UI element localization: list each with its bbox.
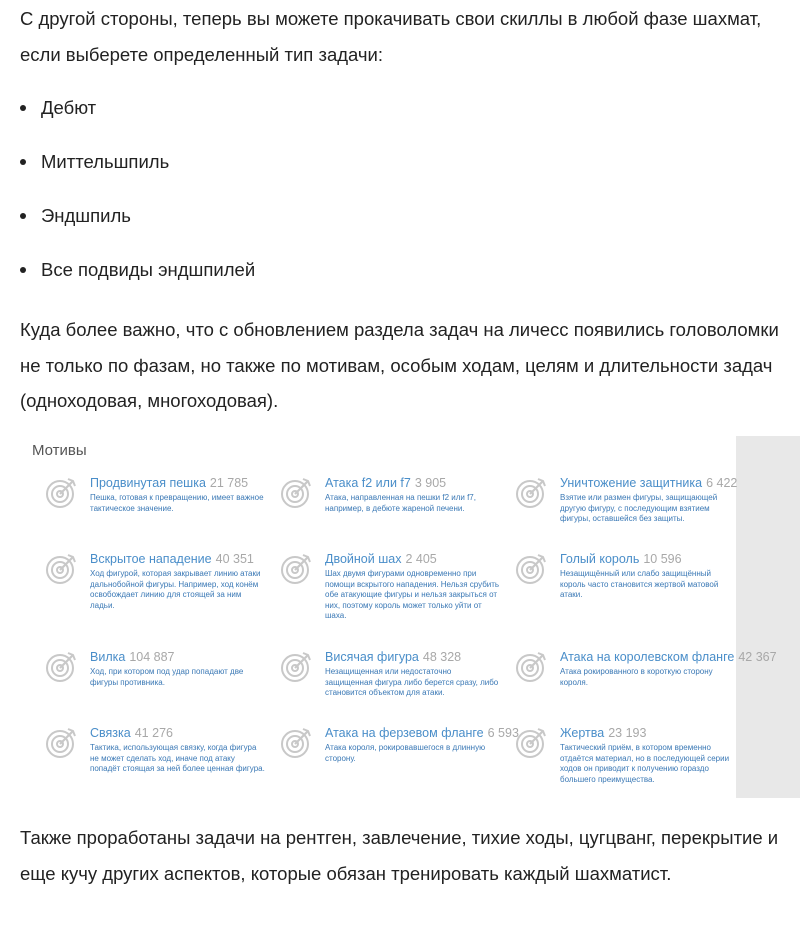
motif-title-text: Атака на королевском фланге [560, 650, 735, 664]
target-arrow-icon [44, 726, 78, 760]
motif-title[interactable] [560, 552, 682, 567]
motif-title[interactable] [560, 650, 777, 665]
motif-title-text: Жертва [560, 726, 605, 740]
target-arrow-icon [279, 552, 313, 586]
list-item-label: Дебют [41, 97, 97, 118]
motif-title-text: Уничтожение защитника [560, 476, 703, 490]
motif-title[interactable] [90, 476, 248, 491]
target-arrow-icon [514, 476, 548, 510]
motif-description: Шах двумя фигурами одновременно при помощи вскрытого нападения. Нельзя срубить обе атакующие фигуры и нельзя закрыться от них, поэтому король может только уйти от шаха. [325, 569, 500, 620]
motif-title[interactable] [560, 476, 737, 491]
target-arrow-icon [44, 650, 78, 684]
motif-title[interactable] [325, 726, 519, 741]
motif-title[interactable] [325, 650, 461, 665]
phase-list [20, 90, 255, 306]
motif-description: Незащищённый или слабо защищённый король часто становится жертвой матовой атаки. [560, 569, 719, 599]
motif-description: Атака, направленная на пешки f2 или f7, например, в дебюте жареной печени. [325, 493, 476, 513]
motif-title-text: Атака f2 или f7 [325, 476, 411, 490]
motif-description: Пешка, готовая к превращению, имеет важное тактическое значение. [90, 493, 264, 513]
list-item-label: Эндшпиль [41, 205, 131, 226]
motif-title-text: Вскрытое нападение [90, 552, 212, 566]
motif-title-text: Продвинутая пешка [90, 476, 206, 490]
target-arrow-icon [279, 476, 313, 510]
motif-description: Атака короля, рокировавшегося в длинную сторону. [325, 743, 486, 763]
motif-description: Взятие или размен фигуры, защищающей другую фигуру, с последующим взятием фигуры, оставшейся без защиты. [560, 493, 718, 523]
motif-count: 41 276 [134, 726, 173, 740]
motif-description: Тактический приём, в котором временно отдаётся материал, но в последующей серии ходов он приводит к получению гораздо большего преимущества. [560, 743, 730, 784]
motif-count: 42 367 [738, 650, 777, 664]
motif-title[interactable] [325, 552, 437, 567]
motif-count: 23 193 [608, 726, 647, 740]
list-item-label: Миттельшпиль [41, 151, 170, 172]
motif-title-text: Связка [90, 726, 131, 740]
motif-count: 104 887 [129, 650, 175, 664]
outro-paragraph: Также проработаны задачи на рентген, завлечение, тихие ходы, цугцванг, перекрытие и еще кучу других аспектов, которые обязан тренировать каждый шахматист. [20, 827, 779, 884]
target-arrow-icon [514, 552, 548, 586]
motifs-screenshot [20, 436, 800, 798]
list-item-label: Все подвиды эндшпилей [41, 259, 256, 280]
motif-title-text: Голый король [560, 552, 640, 566]
motif-count: 10 596 [643, 552, 682, 566]
bullet-icon [20, 105, 26, 111]
motif-title[interactable] [90, 650, 175, 665]
list-item [20, 252, 255, 306]
motif-description: Атака рокированного в короткую сторону короля. [560, 667, 713, 687]
bullet-icon [20, 213, 26, 219]
motif-count: 3 905 [414, 476, 447, 490]
motif-description: Ход фигурой, которая закрывает линию атаки дальнобойной фигуры. Например, ход конём освобождает линию для стоящей за ним ладьи. [90, 569, 261, 610]
motif-count: 6 422 [706, 476, 738, 490]
motif-title[interactable] [90, 552, 254, 567]
bullet-icon [20, 267, 26, 273]
intro-paragraph: С другой стороны, теперь вы можете прокачивать свои скиллы в любой фазе шахмат, если выберете определенный тип задачи: [20, 8, 762, 65]
motif-description: Тактика, использующая связку, когда фигура не может сделать ход, иначе под атаку попадёт стоящая за ней более ценная фигура. [90, 743, 265, 773]
list-item [20, 144, 255, 198]
target-arrow-icon [514, 726, 548, 760]
motif-title[interactable] [560, 726, 646, 741]
motifs-heading: Мотивы [32, 442, 87, 459]
motif-title[interactable] [90, 726, 173, 741]
motif-count: 21 785 [209, 476, 249, 490]
target-arrow-icon [44, 476, 78, 510]
scroll-gutter [736, 436, 800, 798]
motif-description: Ход, при котором под удар попадают две фигуры противника. [90, 667, 244, 687]
list-item [20, 90, 255, 144]
target-arrow-icon [279, 650, 313, 684]
motif-count: 2 405 [405, 552, 437, 566]
motif-description: Незащищенная или недостаточно защищенная фигура либо берется сразу, либо становится объектом для атаки. [325, 667, 499, 697]
middle-paragraph: Куда более важно, что с обновлением раздела задач на личесс появились головоломки не только по фазам, но также по мотивам, особым ходам, целям и длительности задач (одноходовая, многоходовая). [20, 319, 779, 411]
motif-count: 6 593 [487, 726, 519, 740]
motif-title-text: Висячая фигура [325, 650, 419, 664]
motif-title-text: Двойной шах [325, 552, 402, 566]
motif-count: 48 328 [422, 650, 462, 664]
target-arrow-icon [279, 726, 313, 760]
list-item [20, 198, 255, 252]
target-arrow-icon [44, 552, 78, 586]
motif-title-text: Вилка [90, 650, 126, 664]
bullet-icon [20, 159, 26, 165]
motif-title-text: Атака на ферзевом фланге [325, 726, 484, 740]
motif-count: 40 351 [215, 552, 254, 566]
motif-title[interactable] [325, 476, 446, 491]
target-arrow-icon [514, 650, 548, 684]
